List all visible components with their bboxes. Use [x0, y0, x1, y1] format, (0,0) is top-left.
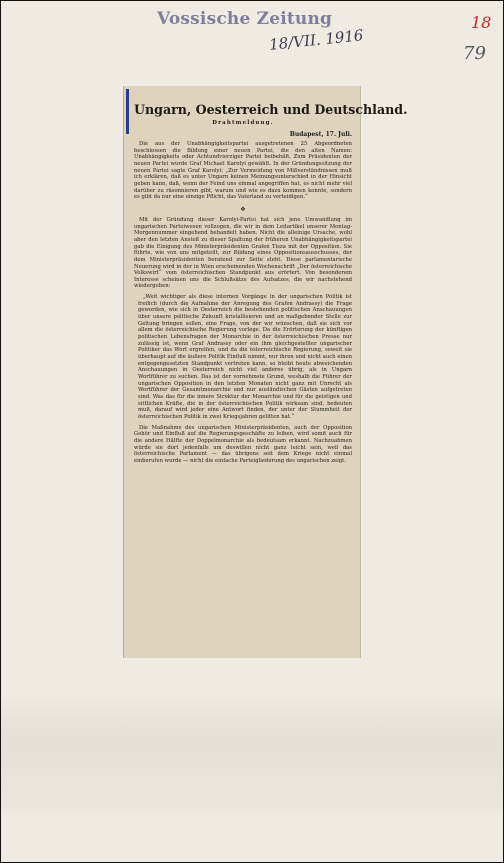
article-paragraph: Die aus der Unabhängigkeitspartei ausgetretenen 25 Abgeordneten beschlossen die Bildung einer neuen Partei, die den alten Namen: Unabhängigkeits oder Achtundvierziger Partei beibehält. Zum Präsidenten der neuen Partei wurde Graf Michael Karolyi gewählt. In der Gründungssitzung der neuen Partei sagte Graf Karolyi: „Zur Vermeidung von Mißverständnissen muß ich erklären, daß es unter Ungarn keinen Meinungsunterschied in der Hinsicht geben kann, daß, wenn der Feind uns einmal angegriffen hat, es nicht mehr viel darüber zu räsonnieren gibt, warum und wie es dazu kommen konnte, sondern es gibt da nur eine einzige Pflicht, das Vaterland zu verteidigen.“ — [134, 141, 352, 201]
handwritten-date: 18/VII. 1916 — [268, 26, 365, 54]
folio-number-ink: 79 — [463, 43, 486, 64]
article-paragraph: Mit der Gründung dieser Karolyi-Partei hat sich jene Umwandlung im ungarischen Parteiwesen vollzogen, die wir in dem Leitartikel unserer Montag-Morgennummer eingehend behandelt haben. Nicht die alleinige Ursache, wohl aber den letzten Anstoß zu dieser Spaltung der früheren Unabhängigkeitspartei gab die Einigung des Ministerpräsidenten Grafen Tisza mit der Opposition. Sie führte, wie von uns mitgeteilt, zur Bildung eines Oppositionsausschusses, der dem Ministerpräsidenten beratend zur Seite steht. Diese parlamentarische Neuerung wird in der in Wien erscheinenden Wochenschrift „Der österreichische Volkswirt“ vom österreichischen Standpunkt aus erörtert. Von besonderem Interesse scheinen uns die Schlußsätze des Aufsatzes, die wir nachstehend wiedergeben: — [134, 216, 352, 290]
article-dateline: Budapest, 17. Juli. — [289, 131, 352, 138]
article-subhead: Drahtmeldung. — [212, 120, 274, 126]
article-quote: „Weit wichtiger als diese internen Vorgänge in der ungarischen Politik ist freilich (durch die Aufnahme der Anregung des Grafen Andrassy) die Frage geworden, wie sich in Oesterreich die bestehenden politischen Anschauungen über unsere politische Zukunft kristallisieren und an maßgebender Stelle zur Geltung bringen sollen, eine Frage, von der wir wünschen, daß sie sich vor allem die österreichische Regierung vorlege. Da die Erörterung der künftigen politischen Lebensfragen der Monarchie in der österreichischen Presse nur zulässig ist, wenn Graf Andrassy oder ein ihm gleichgestellter ungarischer Politiker das Wort ergreifen, und da die österreichische Regierung, soweit sie überhaupt auf die äußere Politik Einfluß nimmt, nur ihren und nicht auch einen entgegengesetzten Standpunkt vertreten kann, so bleibt heute abweichenden Anschauungen in Oesterreich nicht viel anderes übrig, als in Ungarn Wortführer zu suchen. Das ist der vornehmste Grund, weshalb die Führer der ungarischen Opposition in den letzten Monaten nicht ganz mit Unrecht als Wortführer der Gesamtmonarchie und nur ausländischen Gästen aufgetreten sind. Was das für die innere Struktur der Monarchie und für die geistigen und sittlichen Kräfte, die in der österreichischen Politik wirksam sind, bedeuten muß, darauf wird jeder eine Antwort finden, der unter der Stummheit der österreichischen Politik in zwei Kriegsjahren gelitten hat.“ — [138, 294, 352, 420]
ornament-separator: ❖ — [240, 205, 246, 213]
folio-number-red: 18 — [471, 13, 492, 32]
newspaper-stamp: Vossische Zeitung — [157, 9, 333, 29]
article-headline: Ungarn, Oesterreich und Deutschland. — [134, 102, 408, 117]
article-paragraph: Die Maßnahme des ungarischen Ministerpräsidenten, auch der Opposition Gehör und Einfluß auf die Regierungsgeschäfte zu leihen, wird somit auch für die andere Hälfte der Doppelmonarchie als bedeutsam erkannt. Nachzuahmen würde sie dort jedenfalls um deswillen nicht ganz leicht sein, weil das österreichische Parlament — das übrigens seit dem Kriege nicht einmal einberufen wurde — nicht die einfache Parteigliederung des ungarischen zeigt. — [134, 424, 352, 464]
newspaper-clipping — [123, 86, 408, 658]
sheet-shading — [1, 691, 503, 811]
blue-pencil-mark — [126, 89, 129, 134]
